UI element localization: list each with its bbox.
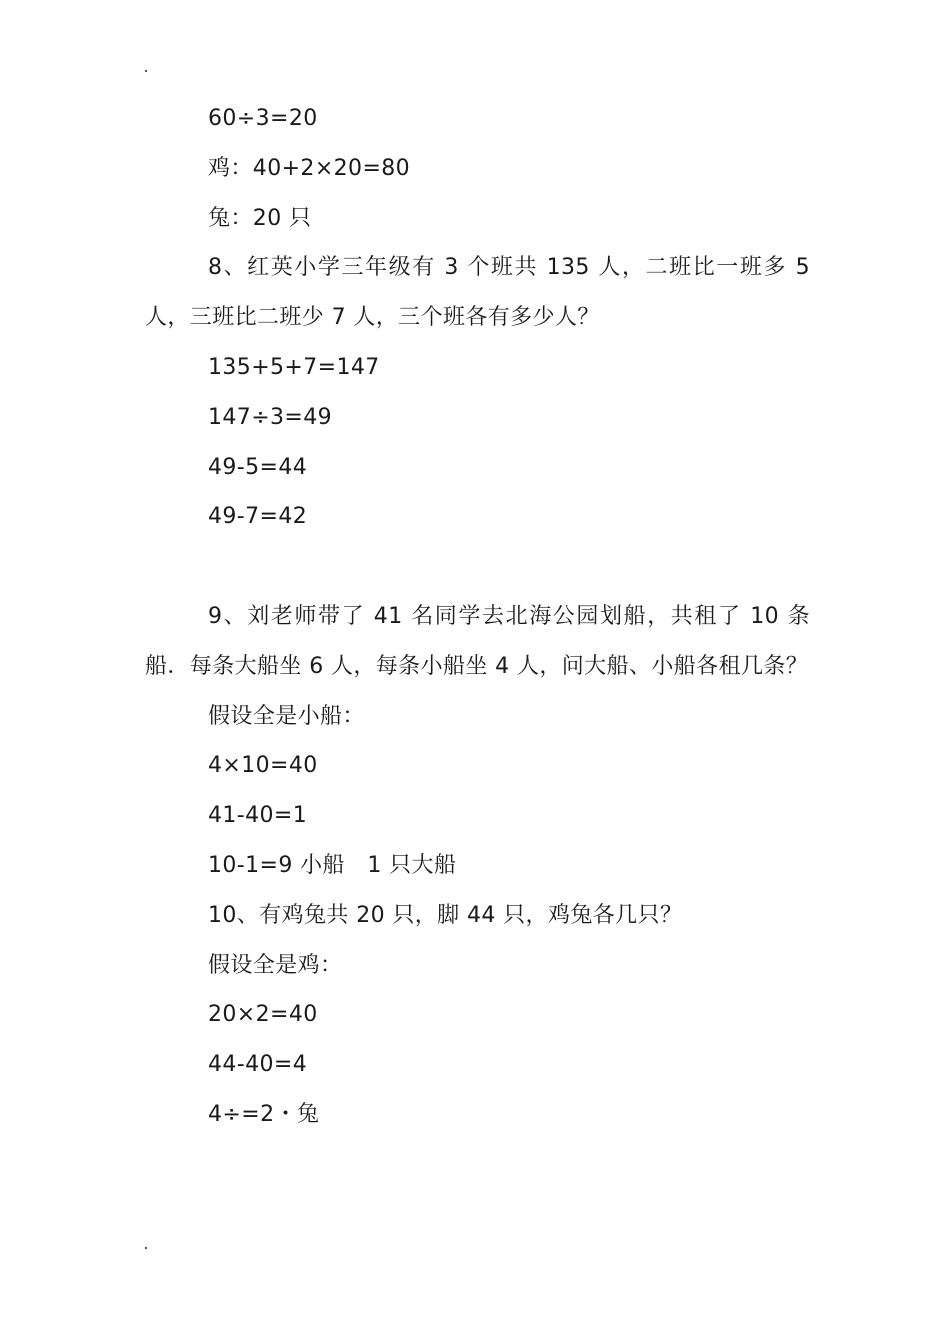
solution-line: 假设全是鸡： — [208, 952, 343, 978]
solution-line: 兔：20 只 — [208, 205, 312, 231]
corner-mark-bottom — [145, 1247, 147, 1249]
solution-line: 60÷3=20 — [208, 106, 318, 131]
question-8: 8、红英小学三年级有 3 个班共 135 人，二班比一班多 5 人，三班比二班少 7 人，三个班各有多少人？ — [145, 255, 810, 331]
solution-line: 10-1=9 小船 1 只大船 — [208, 852, 457, 878]
solution-line: 49-7=42 — [208, 504, 308, 530]
solution-line: 4×10=40 — [208, 753, 318, 779]
solution-line: 49-5=44 — [208, 454, 308, 480]
solution-line: 44-40=4 — [208, 1052, 308, 1078]
blank-line — [145, 542, 810, 592]
solution-line: 41-40=1 — [208, 803, 308, 829]
document-body — [145, 94, 810, 1140]
solution-line: 4÷=2・兔 — [208, 1101, 320, 1127]
solution-line: 鸡：40+2×20=80 — [208, 155, 411, 181]
question-9: 9、刘老师带了 41 名同学去北海公园划船，共租了 10 条船．每条大船坐 6 人，每条小船坐 4 人，问大船、小船各租几条？ — [145, 603, 810, 679]
question-10: 10、有鸡兔共 20 只，脚 44 只，鸡兔各几只？ — [208, 902, 683, 928]
solution-line: 假设全是小船： — [208, 703, 365, 729]
corner-mark-top — [145, 70, 147, 72]
solution-line: 135+5+7=147 — [208, 354, 380, 380]
solution-line: 147÷3=49 — [208, 404, 333, 430]
solution-line: 20×2=40 — [208, 1002, 318, 1028]
